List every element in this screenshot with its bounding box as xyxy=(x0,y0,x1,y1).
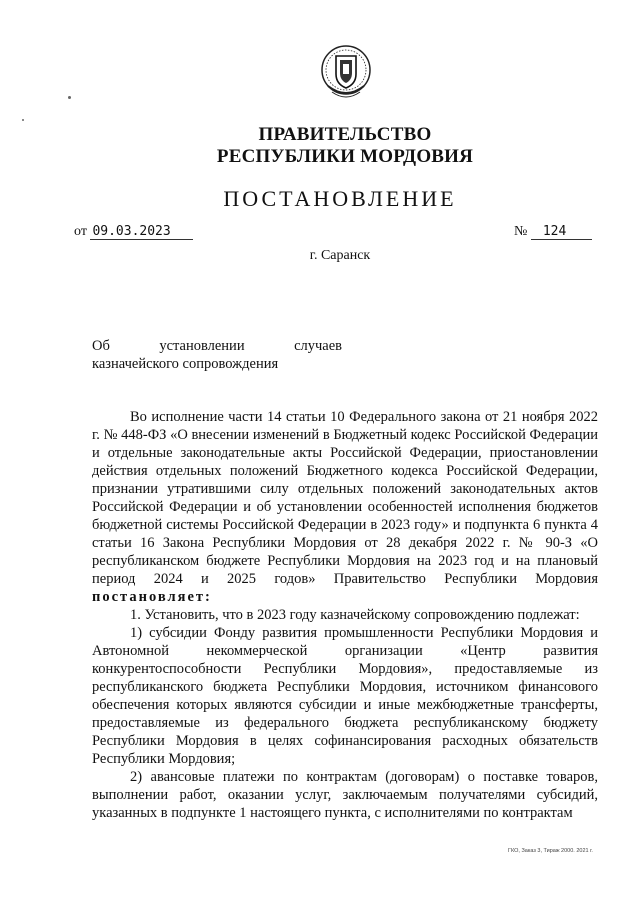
resolve-word: постановляет: xyxy=(92,589,212,605)
subject-line-2: казначейского сопровождения xyxy=(92,356,279,372)
coat-of-arms-emblem-icon xyxy=(318,40,374,108)
organization-name-line2: РЕСПУБЛИКИ МОРДОВИЯ xyxy=(216,146,474,167)
scan-speck xyxy=(68,96,71,99)
body-paragraph-item-1: 1. Установить, что в 2023 году казначейскому сопровождению подлежат: xyxy=(130,607,580,623)
scan-speck xyxy=(22,119,24,121)
preamble-text: Во исполнение части 14 статьи 10 Федерального закона от 21 ноября 2022 г. № 448-ФЗ «О внесении изменений в Бюджетный кодекс Российской Федерации и отдельные законодательные акты Российской Федерации, приостановлении действия отдельных положений Бюджетного кодекса Российской Федерации, признании утратившими силу отдельных положений законодательных актов Российской Федерации и об установлении особенностей исполнения бюджетов бюджетной системы Российской Федерации в 2023 году» и подпункта 6 пункта 4 статьи 16 Закона Республики Мордовия от 28 декабря 2022 г. № 90-З «О республиканском бюджете Республики Мордовия на 2023 год и на плановый период 2024 и 2025 годов» Правительство Республики Мордовия xyxy=(92,409,598,587)
document-subject xyxy=(92,337,342,373)
number-prefix: № xyxy=(514,224,528,239)
document-number xyxy=(514,224,592,240)
document-body xyxy=(92,408,598,822)
city-label: г. Саранск xyxy=(309,248,371,263)
print-mark: ГКО, Заказ 3, Тираж 2000. 2021 г. xyxy=(508,848,593,854)
date-prefix: от xyxy=(74,224,87,239)
body-paragraph-subitem-2: 2) авансовые платежи по контрактам (договорам) о поставке товаров, выполнении работ, оказании услуг, заключаемым получателями субсидий, указанных в подпункте 1 настоящего пункта, с исполнителями по контрактам xyxy=(92,769,598,821)
body-paragraph-preamble xyxy=(92,408,598,606)
subject-word: Об xyxy=(92,338,110,354)
organization-name-line1: ПРАВИТЕЛЬСТВО xyxy=(258,124,432,145)
subject-line-1 xyxy=(92,337,342,355)
subject-word: установлении xyxy=(159,338,245,354)
document-date xyxy=(74,224,193,240)
document-type-title: ПОСТАНОВЛЕНИЕ xyxy=(223,186,457,211)
subject-word: случаев xyxy=(294,338,342,354)
date-value: 09.03.2023 xyxy=(90,224,192,240)
number-value: 124 xyxy=(531,224,592,240)
body-paragraph-subitem-1: 1) субсидии Фонду развития промышленности Республики Мордовия и Автономной некоммерческой организации «Центр развития конкурентоспособности Республики Мордовия», предоставляемые из республиканского бюджета Республики Мордовия, источником финансового обеспечения которых являются субсидии и иные межбюджетные трансферты, предоставляемые из федерального бюджета республиканскому бюджету Республики Мордовия в целях софинансирования расходных обязательств Республики Мордовия; xyxy=(92,625,598,767)
